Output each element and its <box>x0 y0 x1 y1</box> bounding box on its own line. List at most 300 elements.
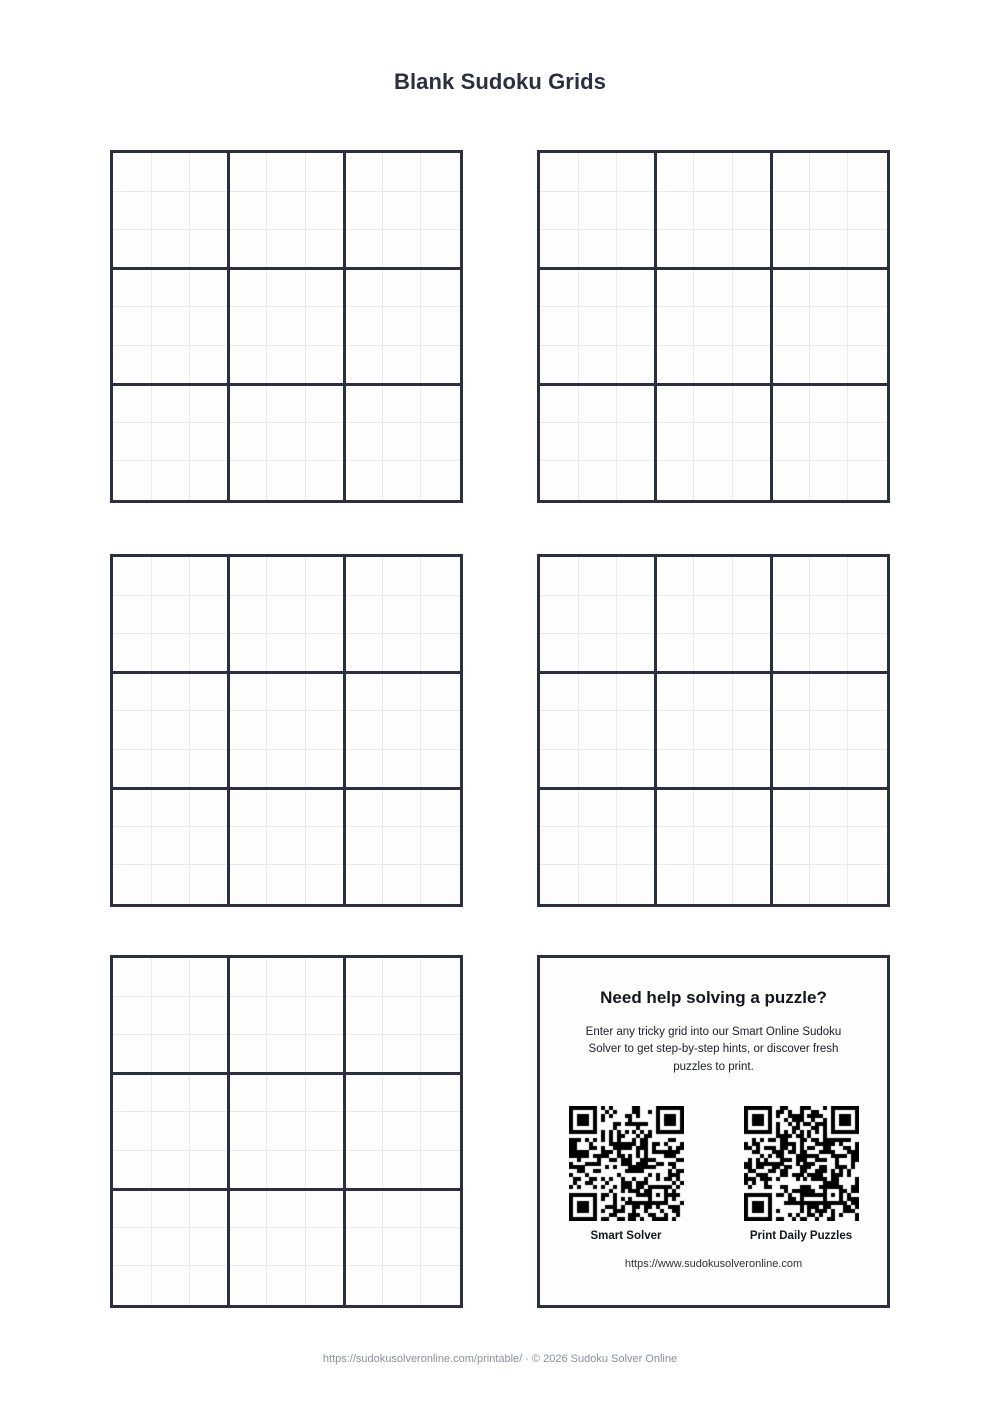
sudoku-cell[interactable] <box>267 750 306 789</box>
sudoku-cell[interactable] <box>810 634 849 673</box>
sudoku-cell[interactable] <box>848 461 887 500</box>
sudoku-cell[interactable] <box>540 673 579 712</box>
sudoku-cell[interactable] <box>267 307 306 346</box>
sudoku-cell[interactable] <box>421 997 460 1036</box>
sudoku-cell[interactable] <box>540 788 579 827</box>
sudoku-cell[interactable] <box>383 461 422 500</box>
sudoku-cell[interactable] <box>656 750 695 789</box>
sudoku-cell[interactable] <box>306 557 345 596</box>
sudoku-cell[interactable] <box>113 827 152 866</box>
sudoku-grid-5[interactable] <box>110 955 463 1308</box>
sudoku-cell[interactable] <box>344 461 383 500</box>
sudoku-cell[interactable] <box>267 557 306 596</box>
sudoku-cell[interactable] <box>267 827 306 866</box>
sudoku-cell[interactable] <box>733 827 772 866</box>
sudoku-cell[interactable] <box>733 230 772 269</box>
sudoku-cell[interactable] <box>421 269 460 308</box>
qr-block-print-daily-puzzles[interactable] <box>744 1106 859 1242</box>
sudoku-cell[interactable] <box>190 596 229 635</box>
sudoku-cell[interactable] <box>848 423 887 462</box>
sudoku-cell[interactable] <box>229 269 268 308</box>
sudoku-cell[interactable] <box>579 230 618 269</box>
sudoku-cell[interactable] <box>344 192 383 231</box>
sudoku-cell[interactable] <box>229 230 268 269</box>
sudoku-cell[interactable] <box>152 1151 191 1190</box>
sudoku-cell[interactable] <box>306 192 345 231</box>
sudoku-cell[interactable] <box>733 788 772 827</box>
sudoku-cell[interactable] <box>383 230 422 269</box>
sudoku-cell[interactable] <box>190 1074 229 1113</box>
sudoku-cell[interactable] <box>267 673 306 712</box>
sudoku-cell[interactable] <box>152 153 191 192</box>
sudoku-cell[interactable] <box>848 230 887 269</box>
sudoku-cell[interactable] <box>190 1035 229 1074</box>
sudoku-cell[interactable] <box>848 307 887 346</box>
sudoku-cell[interactable] <box>848 153 887 192</box>
sudoku-cell[interactable] <box>771 230 810 269</box>
sudoku-cell[interactable] <box>617 634 656 673</box>
sudoku-cell[interactable] <box>190 307 229 346</box>
sudoku-cell[interactable] <box>694 634 733 673</box>
sudoku-cell[interactable] <box>540 307 579 346</box>
sudoku-cell[interactable] <box>383 1189 422 1228</box>
sudoku-cell[interactable] <box>383 865 422 904</box>
sudoku-cell[interactable] <box>113 711 152 750</box>
sudoku-cell[interactable] <box>229 596 268 635</box>
sudoku-cell[interactable] <box>383 269 422 308</box>
sudoku-cell[interactable] <box>383 192 422 231</box>
sudoku-cell[interactable] <box>694 865 733 904</box>
sudoku-cell[interactable] <box>617 346 656 385</box>
sudoku-cell[interactable] <box>810 269 849 308</box>
sudoku-cell[interactable] <box>656 865 695 904</box>
sudoku-cell[interactable] <box>848 192 887 231</box>
sudoku-cell[interactable] <box>540 634 579 673</box>
smart-solver-qr-icon[interactable] <box>569 1106 684 1221</box>
sudoku-cell[interactable] <box>771 673 810 712</box>
sudoku-cell[interactable] <box>152 750 191 789</box>
sudoku-cell[interactable] <box>306 997 345 1036</box>
sudoku-cell[interactable] <box>694 557 733 596</box>
sudoku-cell[interactable] <box>267 1112 306 1151</box>
sudoku-cell[interactable] <box>113 997 152 1036</box>
sudoku-cell[interactable] <box>113 269 152 308</box>
sudoku-cell[interactable] <box>579 634 618 673</box>
sudoku-cell[interactable] <box>656 634 695 673</box>
sudoku-cell[interactable] <box>617 750 656 789</box>
sudoku-cell[interactable] <box>267 1074 306 1113</box>
sudoku-cell[interactable] <box>579 750 618 789</box>
sudoku-cell[interactable] <box>421 423 460 462</box>
sudoku-cell[interactable] <box>344 307 383 346</box>
sudoku-cell[interactable] <box>421 192 460 231</box>
sudoku-cell[interactable] <box>771 827 810 866</box>
sudoku-cell[interactable] <box>267 1266 306 1305</box>
sudoku-cell[interactable] <box>152 788 191 827</box>
sudoku-grid-2[interactable] <box>537 150 890 503</box>
sudoku-cell[interactable] <box>579 788 618 827</box>
sudoku-cell[interactable] <box>152 634 191 673</box>
sudoku-cell[interactable] <box>229 307 268 346</box>
sudoku-cell[interactable] <box>848 711 887 750</box>
sudoku-cell[interactable] <box>267 634 306 673</box>
sudoku-cell[interactable] <box>656 384 695 423</box>
sudoku-cell[interactable] <box>383 958 422 997</box>
sudoku-cell[interactable] <box>656 307 695 346</box>
sudoku-cell[interactable] <box>848 750 887 789</box>
sudoku-grid-frame[interactable] <box>110 955 463 1308</box>
sudoku-cell[interactable] <box>344 673 383 712</box>
sudoku-cell[interactable] <box>229 673 268 712</box>
sudoku-cell[interactable] <box>306 788 345 827</box>
sudoku-cell[interactable] <box>383 346 422 385</box>
sudoku-cell[interactable] <box>344 1074 383 1113</box>
sudoku-cell[interactable] <box>267 1151 306 1190</box>
sudoku-cell[interactable] <box>579 384 618 423</box>
sudoku-cell[interactable] <box>229 153 268 192</box>
sudoku-cell[interactable] <box>656 673 695 712</box>
sudoku-cell[interactable] <box>733 557 772 596</box>
sudoku-cell[interactable] <box>306 230 345 269</box>
sudoku-cell[interactable] <box>306 307 345 346</box>
sudoku-cell[interactable] <box>190 230 229 269</box>
sudoku-cell[interactable] <box>810 461 849 500</box>
sudoku-cell[interactable] <box>421 230 460 269</box>
sudoku-cell[interactable] <box>421 596 460 635</box>
sudoku-cell[interactable] <box>383 557 422 596</box>
sudoku-cell[interactable] <box>113 673 152 712</box>
sudoku-cell[interactable] <box>617 673 656 712</box>
sudoku-cell[interactable] <box>152 711 191 750</box>
sudoku-cell[interactable] <box>152 997 191 1036</box>
sudoku-cell[interactable] <box>113 1266 152 1305</box>
sudoku-cell[interactable] <box>694 750 733 789</box>
sudoku-cell[interactable] <box>421 958 460 997</box>
sudoku-grid-frame[interactable] <box>110 554 463 907</box>
sudoku-cell[interactable] <box>383 423 422 462</box>
qr-block-smart-solver[interactable] <box>569 1106 684 1242</box>
sudoku-cell[interactable] <box>306 1228 345 1267</box>
sudoku-cell[interactable] <box>152 192 191 231</box>
sudoku-cell[interactable] <box>771 750 810 789</box>
sudoku-cell[interactable] <box>848 634 887 673</box>
sudoku-grid-1[interactable] <box>110 150 463 503</box>
sudoku-cell[interactable] <box>656 711 695 750</box>
sudoku-cell[interactable] <box>113 788 152 827</box>
sudoku-cell[interactable] <box>848 673 887 712</box>
sudoku-cell[interactable] <box>152 1074 191 1113</box>
sudoku-cell[interactable] <box>306 269 345 308</box>
sudoku-cell[interactable] <box>579 192 618 231</box>
sudoku-cell[interactable] <box>190 711 229 750</box>
sudoku-cell[interactable] <box>848 865 887 904</box>
sudoku-cell[interactable] <box>733 673 772 712</box>
sudoku-cell[interactable] <box>694 711 733 750</box>
sudoku-cell[interactable] <box>229 557 268 596</box>
sudoku-cell[interactable] <box>267 192 306 231</box>
sudoku-cell[interactable] <box>771 634 810 673</box>
sudoku-cell[interactable] <box>344 384 383 423</box>
sudoku-cell[interactable] <box>152 346 191 385</box>
sudoku-cell[interactable] <box>383 307 422 346</box>
sudoku-cell[interactable] <box>113 1074 152 1113</box>
sudoku-cell[interactable] <box>810 673 849 712</box>
sudoku-cell[interactable] <box>190 634 229 673</box>
sudoku-cell[interactable] <box>383 1035 422 1074</box>
sudoku-cell[interactable] <box>694 384 733 423</box>
sudoku-cell[interactable] <box>267 269 306 308</box>
sudoku-cell[interactable] <box>733 192 772 231</box>
sudoku-cell[interactable] <box>190 153 229 192</box>
sudoku-cell[interactable] <box>733 423 772 462</box>
sudoku-cell[interactable] <box>152 230 191 269</box>
sudoku-cell[interactable] <box>152 596 191 635</box>
sudoku-cell[interactable] <box>579 557 618 596</box>
sudoku-cell[interactable] <box>421 153 460 192</box>
sudoku-cell[interactable] <box>229 346 268 385</box>
sudoku-cell[interactable] <box>617 557 656 596</box>
sudoku-cell[interactable] <box>267 461 306 500</box>
sudoku-cell[interactable] <box>617 461 656 500</box>
sudoku-grid-frame[interactable] <box>110 150 463 503</box>
sudoku-cell[interactable] <box>152 1266 191 1305</box>
sudoku-cell[interactable] <box>540 750 579 789</box>
sudoku-cell[interactable] <box>306 1151 345 1190</box>
sudoku-cell[interactable] <box>733 153 772 192</box>
sudoku-cell[interactable] <box>733 307 772 346</box>
sudoku-cell[interactable] <box>579 153 618 192</box>
sudoku-cell[interactable] <box>617 307 656 346</box>
sudoku-cell[interactable] <box>579 461 618 500</box>
sudoku-cell[interactable] <box>152 958 191 997</box>
sudoku-cell[interactable] <box>617 269 656 308</box>
sudoku-cell[interactable] <box>617 230 656 269</box>
sudoku-cell[interactable] <box>229 958 268 997</box>
sudoku-cell[interactable] <box>190 346 229 385</box>
sudoku-cell[interactable] <box>810 557 849 596</box>
sudoku-cell[interactable] <box>579 865 618 904</box>
sudoku-cell[interactable] <box>540 596 579 635</box>
sudoku-cell[interactable] <box>267 865 306 904</box>
sudoku-cell[interactable] <box>190 269 229 308</box>
sudoku-grid-frame[interactable] <box>537 554 890 907</box>
sudoku-cell[interactable] <box>152 865 191 904</box>
sudoku-cell[interactable] <box>152 1228 191 1267</box>
sudoku-cell[interactable] <box>229 1189 268 1228</box>
sudoku-cell[interactable] <box>383 1266 422 1305</box>
sudoku-cell[interactable] <box>344 1035 383 1074</box>
sudoku-cell[interactable] <box>190 192 229 231</box>
sudoku-cell[interactable] <box>383 1151 422 1190</box>
sudoku-cell[interactable] <box>540 865 579 904</box>
sudoku-cell[interactable] <box>229 1266 268 1305</box>
sudoku-cell[interactable] <box>267 346 306 385</box>
sudoku-cell[interactable] <box>190 788 229 827</box>
sudoku-cell[interactable] <box>771 192 810 231</box>
sudoku-cell[interactable] <box>229 1074 268 1113</box>
sudoku-cell[interactable] <box>656 423 695 462</box>
sudoku-cell[interactable] <box>617 596 656 635</box>
sudoku-cell[interactable] <box>229 788 268 827</box>
sudoku-cell[interactable] <box>383 384 422 423</box>
sudoku-cell[interactable] <box>810 788 849 827</box>
sudoku-cell[interactable] <box>113 750 152 789</box>
sudoku-cell[interactable] <box>344 634 383 673</box>
sudoku-cell[interactable] <box>383 673 422 712</box>
sudoku-cell[interactable] <box>383 997 422 1036</box>
sudoku-cell[interactable] <box>656 269 695 308</box>
sudoku-cell[interactable] <box>344 1112 383 1151</box>
sudoku-cell[interactable] <box>113 230 152 269</box>
sudoku-cell[interactable] <box>306 673 345 712</box>
sudoku-cell[interactable] <box>848 557 887 596</box>
sudoku-cell[interactable] <box>421 711 460 750</box>
sudoku-cell[interactable] <box>733 711 772 750</box>
sudoku-cell[interactable] <box>190 673 229 712</box>
sudoku-cell[interactable] <box>694 269 733 308</box>
sudoku-cell[interactable] <box>810 384 849 423</box>
sudoku-cell[interactable] <box>421 788 460 827</box>
sudoku-cell[interactable] <box>113 1035 152 1074</box>
sudoku-cell[interactable] <box>848 346 887 385</box>
sudoku-cell[interactable] <box>579 711 618 750</box>
sudoku-cell[interactable] <box>810 230 849 269</box>
sudoku-cell[interactable] <box>190 865 229 904</box>
sudoku-cell[interactable] <box>306 827 345 866</box>
sudoku-cell[interactable] <box>421 1228 460 1267</box>
sudoku-cell[interactable] <box>383 153 422 192</box>
sudoku-cell[interactable] <box>306 750 345 789</box>
sudoku-cell[interactable] <box>421 827 460 866</box>
sudoku-cell[interactable] <box>344 827 383 866</box>
sudoku-cell[interactable] <box>733 384 772 423</box>
sudoku-cell[interactable] <box>383 711 422 750</box>
sudoku-cell[interactable] <box>656 346 695 385</box>
sudoku-cell[interactable] <box>190 1112 229 1151</box>
sudoku-cell[interactable] <box>306 711 345 750</box>
sudoku-cell[interactable] <box>344 788 383 827</box>
sudoku-cell[interactable] <box>306 423 345 462</box>
sudoku-cell[interactable] <box>152 827 191 866</box>
sudoku-cell[interactable] <box>656 596 695 635</box>
sudoku-cell[interactable] <box>617 153 656 192</box>
sudoku-cell[interactable] <box>383 1228 422 1267</box>
sudoku-cell[interactable] <box>617 788 656 827</box>
sudoku-cell[interactable] <box>733 634 772 673</box>
sudoku-cell[interactable] <box>383 827 422 866</box>
sudoku-cell[interactable] <box>229 1035 268 1074</box>
sudoku-cell[interactable] <box>152 307 191 346</box>
sudoku-cell[interactable] <box>152 673 191 712</box>
sudoku-cell[interactable] <box>306 634 345 673</box>
sudoku-cell[interactable] <box>383 1074 422 1113</box>
sudoku-cell[interactable] <box>344 750 383 789</box>
sudoku-cell[interactable] <box>306 1112 345 1151</box>
sudoku-cell[interactable] <box>344 865 383 904</box>
sudoku-cell[interactable] <box>383 596 422 635</box>
sudoku-cell[interactable] <box>306 153 345 192</box>
sudoku-cell[interactable] <box>113 958 152 997</box>
sudoku-cell[interactable] <box>694 307 733 346</box>
sudoku-cell[interactable] <box>771 596 810 635</box>
sudoku-cell[interactable] <box>694 673 733 712</box>
sudoku-cell[interactable] <box>694 346 733 385</box>
sudoku-cell[interactable] <box>152 423 191 462</box>
sudoku-cell[interactable] <box>267 1035 306 1074</box>
sudoku-cell[interactable] <box>694 596 733 635</box>
sudoku-cell[interactable] <box>656 827 695 866</box>
sudoku-cell[interactable] <box>229 711 268 750</box>
sudoku-cell[interactable] <box>733 461 772 500</box>
sudoku-cell[interactable] <box>771 307 810 346</box>
sudoku-cell[interactable] <box>421 346 460 385</box>
sudoku-cell[interactable] <box>694 827 733 866</box>
sudoku-cell[interactable] <box>383 1112 422 1151</box>
sudoku-cell[interactable] <box>579 307 618 346</box>
sudoku-cell[interactable] <box>267 1228 306 1267</box>
sudoku-cell[interactable] <box>771 461 810 500</box>
sudoku-cell[interactable] <box>344 230 383 269</box>
sudoku-cell[interactable] <box>540 461 579 500</box>
sudoku-cell[interactable] <box>848 827 887 866</box>
sudoku-cell[interactable] <box>267 423 306 462</box>
sudoku-cell[interactable] <box>267 711 306 750</box>
sudoku-cell[interactable] <box>152 269 191 308</box>
sudoku-cell[interactable] <box>617 423 656 462</box>
sudoku-cell[interactable] <box>771 384 810 423</box>
sudoku-cell[interactable] <box>229 750 268 789</box>
sudoku-cell[interactable] <box>810 711 849 750</box>
sudoku-cell[interactable] <box>656 230 695 269</box>
sudoku-cell[interactable] <box>190 1266 229 1305</box>
sudoku-cell[interactable] <box>113 557 152 596</box>
sudoku-cell[interactable] <box>190 750 229 789</box>
sudoku-cell[interactable] <box>810 827 849 866</box>
sudoku-cell[interactable] <box>306 346 345 385</box>
sudoku-cell[interactable] <box>113 1112 152 1151</box>
sudoku-cell[interactable] <box>617 192 656 231</box>
sudoku-cell[interactable] <box>771 711 810 750</box>
sudoku-cell[interactable] <box>421 1189 460 1228</box>
sudoku-cell[interactable] <box>344 596 383 635</box>
sudoku-cell[interactable] <box>190 461 229 500</box>
sudoku-cell[interactable] <box>152 557 191 596</box>
sudoku-cell[interactable] <box>848 596 887 635</box>
sudoku-cell[interactable] <box>152 384 191 423</box>
sudoku-cell[interactable] <box>656 788 695 827</box>
sudoku-cell[interactable] <box>229 384 268 423</box>
sudoku-cell[interactable] <box>267 384 306 423</box>
sudoku-cell[interactable] <box>383 788 422 827</box>
sudoku-cell[interactable] <box>810 865 849 904</box>
sudoku-grid-3[interactable] <box>110 554 463 907</box>
sudoku-cell[interactable] <box>344 346 383 385</box>
sudoku-cell[interactable] <box>113 596 152 635</box>
sudoku-cell[interactable] <box>617 865 656 904</box>
sudoku-cell[interactable] <box>656 557 695 596</box>
sudoku-cell[interactable] <box>306 384 345 423</box>
sudoku-cell[interactable] <box>771 788 810 827</box>
sudoku-cell[interactable] <box>810 423 849 462</box>
sudoku-cell[interactable] <box>267 153 306 192</box>
sudoku-cell[interactable] <box>344 1151 383 1190</box>
sudoku-grid-4[interactable] <box>537 554 890 907</box>
sudoku-cell[interactable] <box>190 827 229 866</box>
sudoku-cell[interactable] <box>694 461 733 500</box>
sudoku-cell[interactable] <box>190 1228 229 1267</box>
sudoku-cell[interactable] <box>421 307 460 346</box>
sudoku-cell[interactable] <box>383 634 422 673</box>
